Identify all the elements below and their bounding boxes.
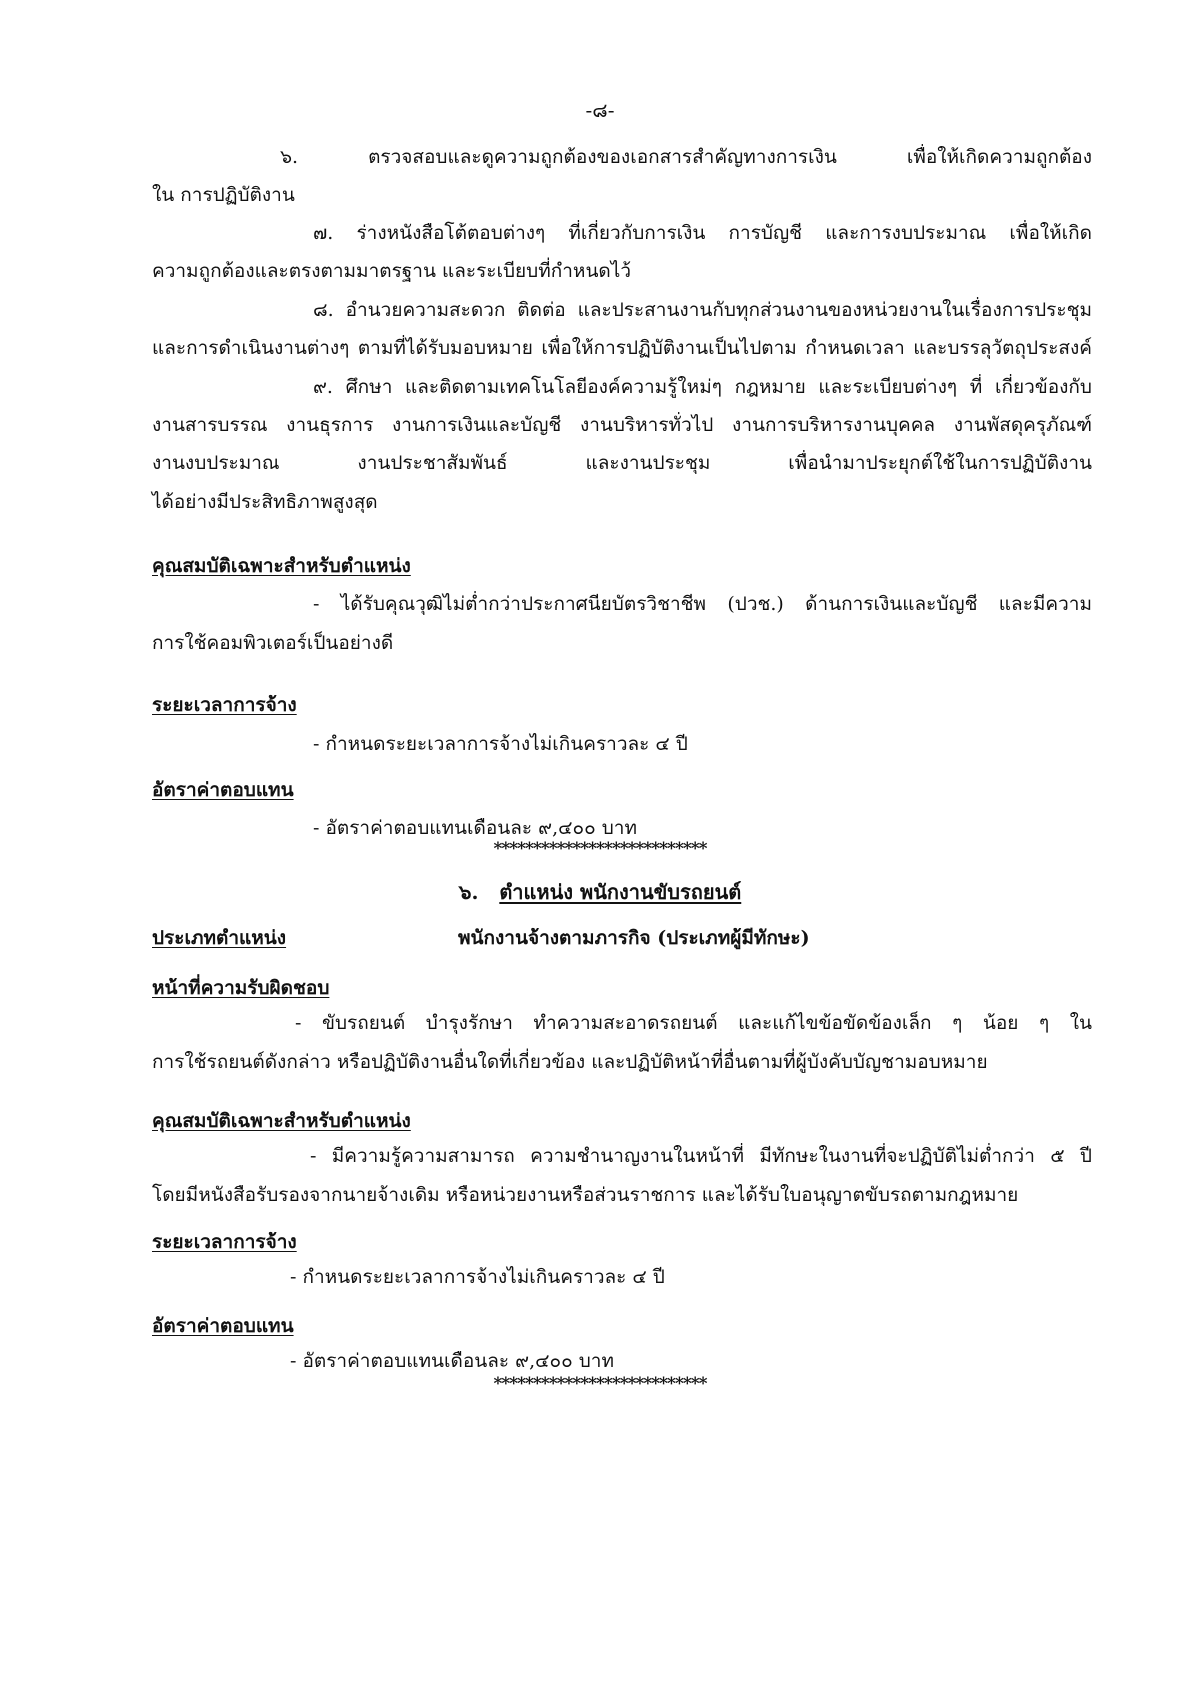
- responsibilities-heading: หน้าที่ความรับผิดชอบ: [152, 977, 330, 999]
- duty-item-7-line-1: ๗. ร่างหนังสือโต้ตอบต่างๆ ที่เกี่ยวกับการเงิน การบัญชี และการงบประมาณ เพื่อให้เกิด: [313, 222, 1092, 244]
- duty-item-7-line-2: ความถูกต้องและตรงตามมาตรฐาน และระเบียบที่กำหนดไว้: [152, 260, 631, 282]
- duty-item-6-line-1: ๖. ตรวจสอบและดูความถูกต้องของเอกสารสำคัญทางการเงิน เพื่อให้เกิดความถูกต้อง: [280, 146, 1092, 168]
- duty-item-6-line-2: ใน การปฏิบัติงาน: [152, 184, 295, 206]
- qualification-heading: คุณสมบัติเฉพาะสำหรับตำแหน่ง: [152, 555, 411, 577]
- duty-item-9-line-3: งานงบประมาณ งานประชาสัมพันธ์ และงานประชุม เพื่อนำมาประยุกต์ใช้ในการปฏิบัติงาน: [152, 452, 1092, 474]
- driver-compensation-text: - อัตราค่าตอบแทนเดือนละ ๙,๔๐๐ บาท: [290, 1350, 614, 1372]
- position-type-label: ประเภทตำแหน่ง: [152, 927, 287, 949]
- employment-term-text: - กำหนดระยะเวลาการจ้างไม่เกินคราวละ ๔ ปี: [313, 733, 688, 755]
- duty-item-9-line-1: ๙. ศึกษา และติดตามเทคโนโลยีองค์ความรู้ใหม่ๆ กฎหมาย และระเบียบต่างๆ ที่ เกี่ยวข้องกับ: [313, 376, 1092, 398]
- qualification-line-1: - ได้รับคุณวุฒิไม่ต่ำกว่าประกาศนียบัตรวิชาชีพ (ปวช.) ด้านการเงินและบัญชี และมีความ: [313, 593, 1092, 615]
- end-separator: ***************************: [493, 1374, 707, 1394]
- driver-term-heading: ระยะเวลาการจ้าง: [152, 1231, 297, 1253]
- duty-item-9-line-4: ได้อย่างมีประสิทธิภาพสูงสุด: [152, 491, 378, 513]
- position-name: ตำแหน่ง พนักงานขับรถยนต์: [499, 880, 742, 904]
- compensation-text: - อัตราค่าตอบแทนเดือนละ ๙,๔๐๐ บาท: [313, 817, 637, 839]
- driver-term-text: - กำหนดระยะเวลาการจ้างไม่เกินคราวละ ๔ ปี: [290, 1266, 665, 1288]
- responsibilities-line-2: การใช้รถยนต์ดังกล่าว หรือปฏิบัติงานอื่นใดที่เกี่ยวข้อง และปฏิบัติหน้าที่อื่นตามที่ผู้บังคับบัญชามอบหมาย: [152, 1051, 988, 1073]
- duty-item-8-line-2: และการดำเนินงานต่างๆ ตามที่ได้รับมอบหมาย เพื่อให้การปฏิบัติงานเป็นไปตาม กำหนดเวลา และบรรลุวัตถุประสงค์: [152, 337, 1092, 359]
- employment-term-heading: ระยะเวลาการจ้าง: [152, 694, 297, 716]
- driver-qualification-line-2: โดยมีหนังสือรับรองจากนายจ้างเดิม หรือหน่วยงานหรือส่วนราชการ และได้รับใบอนุญาตขับรถตามกฎหมาย: [152, 1184, 1019, 1206]
- duty-item-9-line-2: งานสารบรรณ งานธุรการ งานการเงินและบัญชี งานบริหารทั่วไป งานการบริหารงานบุคคล งานพัสดุครุภัณฑ์: [152, 414, 1092, 436]
- driver-qualification-line-1: - มีความรู้ความสามารถ ความชำนาญงานในหน้าที่ มีทักษะในงานที่จะปฏิบัติไม่ต่ำกว่า ๕ ปี: [310, 1145, 1092, 1167]
- driver-qualification-heading: คุณสมบัติเฉพาะสำหรับตำแหน่ง: [152, 1110, 411, 1132]
- position-title: [0, 876, 1200, 908]
- position-number: ๖.: [458, 880, 479, 904]
- responsibilities-line-1: - ขับรถยนต์ บำรุงรักษา ทำความสะอาดรถยนต์ และแก้ไขข้อขัดข้องเล็ก ๆ น้อย ๆ ใน: [295, 1012, 1092, 1034]
- driver-compensation-heading: อัตราค่าตอบแทน: [152, 1315, 294, 1337]
- compensation-heading: อัตราค่าตอบแทน: [152, 779, 294, 801]
- section-separator: ***************************: [493, 839, 707, 859]
- qualification-line-2: การใช้คอมพิวเตอร์เป็นอย่างดี: [152, 632, 394, 654]
- position-type-value: พนักงานจ้างตามภารกิจ (ประเภทผู้มีทักษะ): [458, 927, 810, 949]
- page-number: -๘-: [585, 98, 615, 122]
- duty-item-8-line-1: ๘. อำนวยความสะดวก ติดต่อ และประสานงานกับทุกส่วนงานของหน่วยงานในเรื่องการประชุม: [313, 299, 1092, 321]
